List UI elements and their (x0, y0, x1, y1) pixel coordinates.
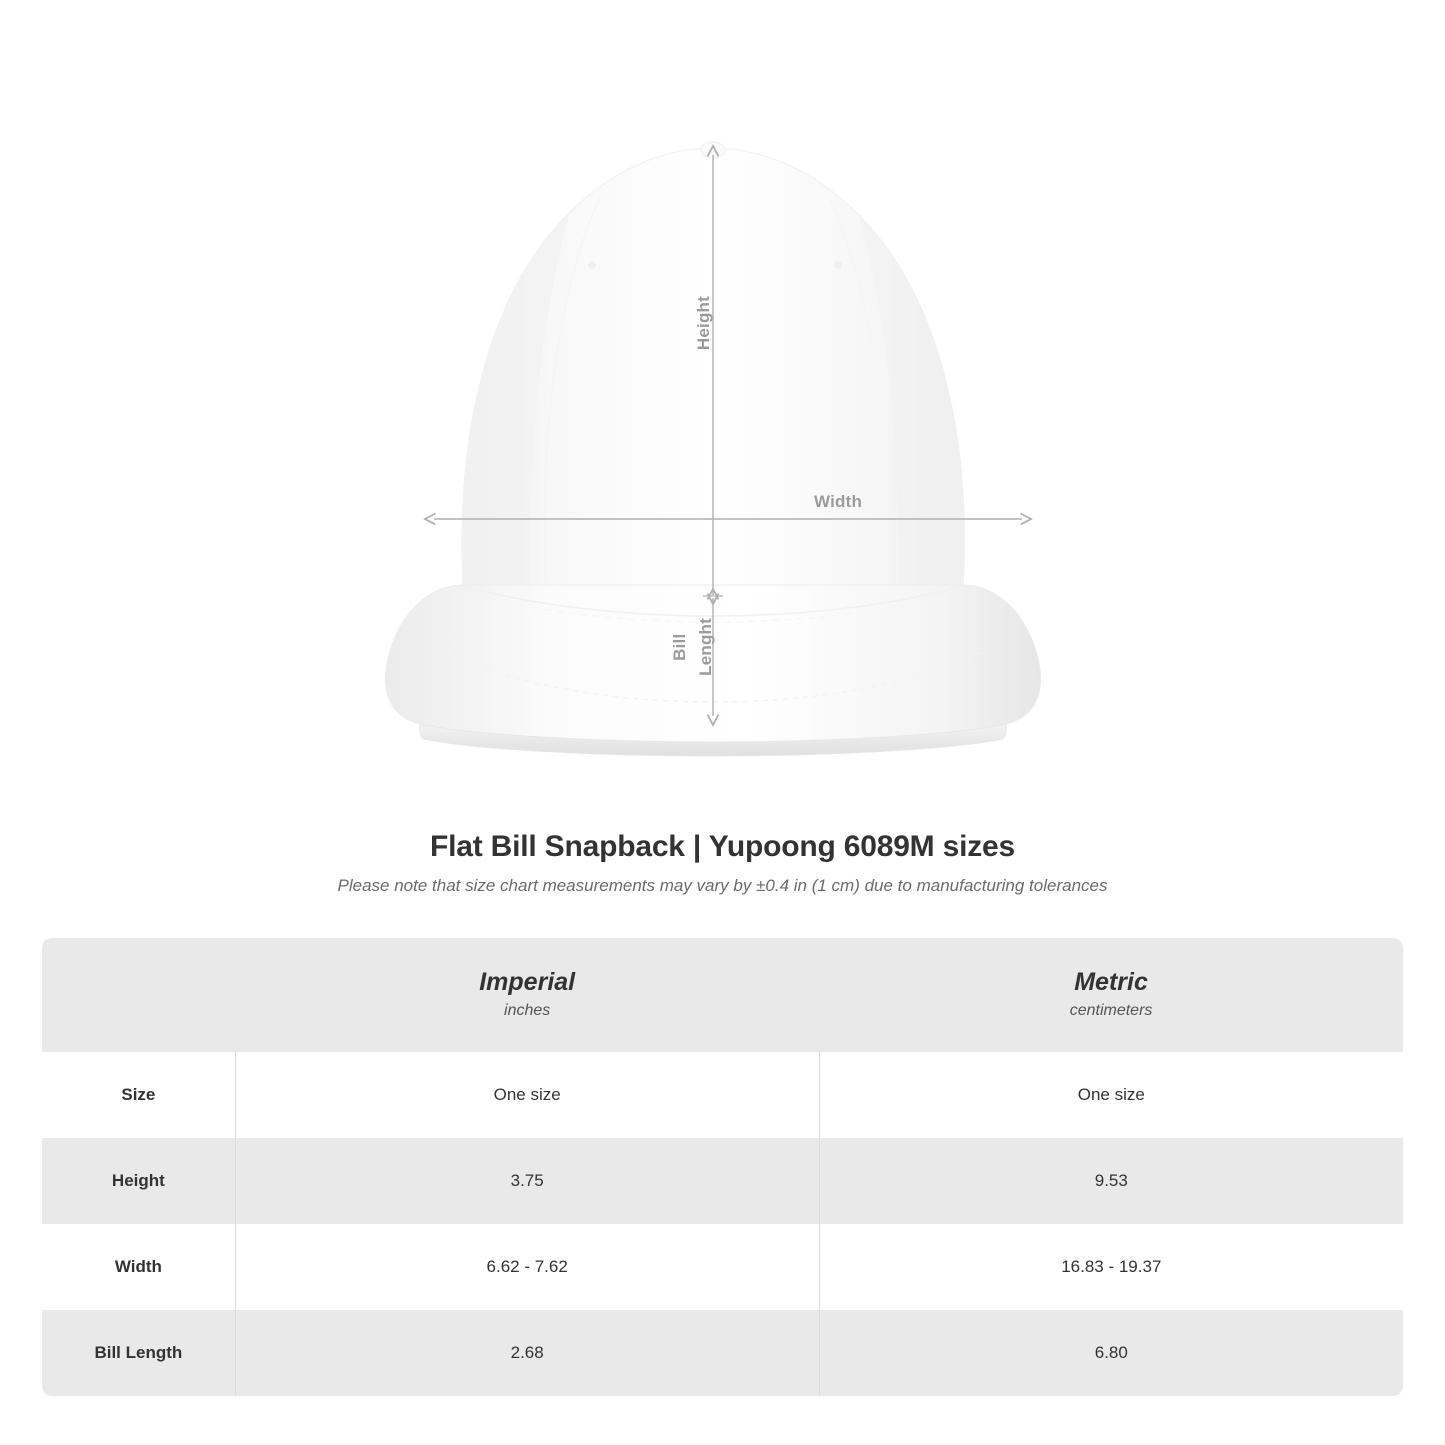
cell-bill-length-imperial: 2.68 (235, 1310, 819, 1396)
cell-bill-length-metric: 6.80 (819, 1310, 1403, 1396)
cell-size-metric: One size (819, 1052, 1403, 1138)
size-table-container (42, 938, 1403, 1396)
cell-width-metric: 16.83 - 19.37 (819, 1224, 1403, 1310)
row-label-height: Height (42, 1138, 235, 1224)
size-table-head (42, 938, 1403, 1052)
height-dimension-label: Height (694, 296, 713, 351)
cell-height-metric: 9.53 (819, 1138, 1403, 1224)
unit-metric-name: Metric (1074, 968, 1148, 996)
page-title: Flat Bill Snapback | Yupoong 6089M sizes (429, 830, 1015, 863)
unit-imperial-name: Imperial (479, 968, 576, 996)
row-label-size: Size (42, 1052, 235, 1138)
bill-length-label-line2: Lenght (696, 618, 715, 676)
chart-heading (0, 830, 1445, 896)
width-dimension-label: Width (814, 492, 863, 511)
row-label-bill-length: Bill Length (42, 1310, 235, 1396)
size-table (42, 938, 1403, 1396)
table-row (42, 1138, 1403, 1224)
row-label-width: Width (42, 1224, 235, 1310)
unit-metric-sub: centimeters (1069, 1002, 1153, 1019)
table-row (42, 1224, 1403, 1310)
tolerance-note: Please note that size chart measurements may vary by ±0.4 in (1 cm) due to manufacturing tolerances (337, 876, 1108, 895)
bill-length-label-line1: Bill (670, 633, 689, 661)
unit-header-metric (819, 938, 1403, 1052)
table-row (42, 1052, 1403, 1138)
unit-header-imperial (235, 938, 819, 1052)
unit-header-row (42, 938, 1403, 1052)
cell-height-imperial: 3.75 (235, 1138, 819, 1224)
unit-header-blank (42, 938, 235, 1052)
cell-size-imperial: One size (235, 1052, 819, 1138)
cell-width-imperial: 6.62 - 7.62 (235, 1224, 819, 1310)
table-row (42, 1310, 1403, 1396)
unit-imperial-sub: inches (504, 1002, 551, 1019)
bill-length-dimension-label (668, 618, 718, 676)
size-table-body (42, 1052, 1403, 1396)
